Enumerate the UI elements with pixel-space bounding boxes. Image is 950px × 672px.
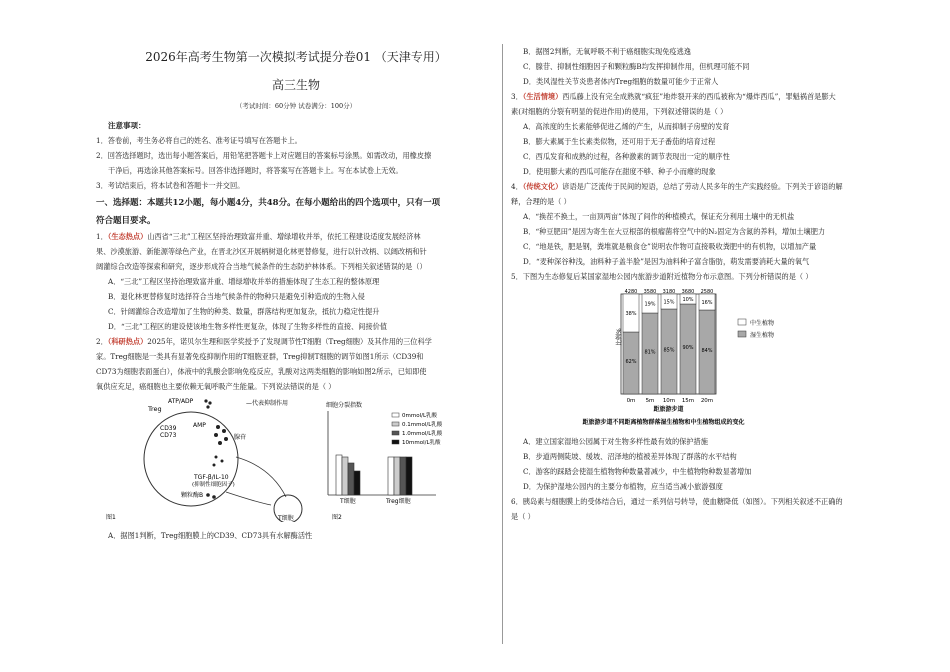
q2-tag: （科研热点）: [107, 337, 148, 346]
top-label-4: 2580: [700, 289, 714, 295]
fig2-cat-treg: Treg细胞: [386, 498, 411, 505]
note-2-cont: 干净后，再选涂其他答案标号。回答非选择题时，将答案写在答题卡上。写在本试卷上无效。: [108, 166, 403, 175]
q1-option-c: C．针阔灌综合改造增加了生物的种类、数量，群落结构更加复杂，抵抗力稳定性提升: [108, 307, 380, 316]
granzyme-label: 颗粒酶B: [181, 492, 204, 499]
xtick-0: 0m: [626, 398, 636, 404]
fig2-legend-3: 10mmol/L乳酸: [402, 440, 441, 446]
top-label-1: 3580: [643, 289, 657, 295]
q3-stem-2: 素(对细胞的分裂有明显的促进作用)的使用，下列叙述错误的是（ ）: [511, 107, 728, 116]
q1-option-a: A．“三北”工程区坚持治理致富并重、增绿增收并举的措施体现了生态工程的整体原理: [108, 277, 380, 286]
q5-option-d: D．为保护湿地公园内的主要分布植物，应当适当减小旅游强度: [523, 482, 723, 491]
label-meso-4: 16%: [701, 300, 713, 306]
section-heading: 一、选择题：本题共12小题，每小题4分，共48分。在每小题给出的四个选项中，只有一项: [96, 198, 441, 208]
q3-option-d: D．使用膨大素的西瓜可能存在甜度不够、种子小而瘪的现象: [523, 167, 716, 176]
right-column: [511, 44, 856, 524]
top-label-0: 4280: [624, 289, 638, 295]
xtick-1: 5m: [645, 398, 655, 404]
q3-option-c: C．西瓜发育和成熟的过程，各种激素的调节表现出一定的顺序性: [523, 152, 730, 161]
legend-swatch-0: [738, 319, 746, 325]
label-meso-1: 19%: [644, 301, 656, 308]
q6-stem-2: 是（ ）: [511, 512, 535, 521]
cd73-label: CD73: [160, 432, 177, 439]
top-label-2: 3180: [662, 289, 676, 295]
q1-option-b: B．退化林更替修复时选择符合当地气候条件的物种只是避免引种造成的生物入侵: [108, 292, 365, 301]
q6-stem-1: 6．胰岛素与细胞膜上的受体结合后，通过一系列信号转导，使血糖降低（如图）。下列相关叙述不正确的: [511, 497, 843, 506]
label-meso-2: 15%: [663, 299, 675, 306]
label-wet-0: 62%: [625, 359, 637, 365]
treg-label: Treg: [148, 405, 162, 413]
note-1: 1．答卷前，考生务必将自己的姓名、准考证号填写在答题卡上。: [96, 136, 302, 145]
q4-stem-1: [511, 179, 856, 194]
q2-stem-3: CD73为细胞表面蛋白），体液中的乳酸会影响免疫反应，乳酸对这两类细胞的影响如图2所示，已知即使: [96, 367, 427, 376]
fig1-caption: 图1: [106, 514, 116, 521]
q2-number: 2．: [96, 337, 108, 346]
xtick-4: 20m: [700, 398, 714, 404]
fig2-legend-0: 0mmol/L乳酸: [402, 413, 438, 419]
label-meso-3: 10%: [682, 297, 694, 303]
inhibitory-label: (抑制性细胞因子): [192, 482, 235, 488]
q2-option-d: D．类风湿性关节炎患者体内Treg细胞的数量可能少于正常人: [523, 77, 719, 86]
q2-stem-1: [96, 334, 496, 349]
q1-tag: （生态热点）: [107, 232, 148, 241]
atp-label: ATP/ADP: [168, 398, 194, 405]
q5-option-c: C．游客的踩踏会使湿生植物物种数量著减少，中生植物物种数显著增加: [523, 467, 752, 476]
q3-option-b: B．膨大素属于生长素类似物，还可用于无子番茄的培育过程: [523, 137, 716, 146]
q3-option-a: A．高浓度的生长素能够促进乙烯的产生，从而抑制子房壁的发育: [523, 122, 730, 131]
legend-label-1: 湿生植物: [750, 332, 775, 339]
xtick-3: 15m: [681, 398, 695, 404]
q1-stem-3: 阔灌综合改造等探索和研究，逐步形成符合当地气候条件的生态防护林体系。下列相关叙述错误的是（）: [96, 262, 427, 271]
inhibit-note: —代表抑制作用: [246, 400, 289, 407]
tgf-label: TGF-β/IL-10: [194, 474, 229, 481]
q3-number: 3．: [511, 92, 523, 101]
q3-stem-1: [511, 89, 856, 104]
q1-number: 1．: [96, 232, 108, 241]
label-wet-3: 90%: [682, 345, 694, 351]
q2-option-a: A．据图1判断，Treg细胞膜上的CD39、CD73具有水解酶活性: [108, 531, 313, 540]
q2-option-b: B．据图2判断，无氧呼吸不利于癌细胞实现免疫逃逸: [523, 47, 691, 56]
q2-option-c: C．腺苷、抑制性细胞因子和颗粒酶B均发挥抑制作用，但机理可能不同: [523, 62, 750, 71]
note-2: 2．回答选择题时，选出每小题答案后，用铅笔把答题卡上对应题目的答案标号涂黑。如需改动，用橡皮擦: [96, 151, 432, 160]
q5-chart: [511, 284, 856, 434]
fig2-ylabel: 细胞分裂指数: [326, 402, 363, 409]
fig2-cat-t: T细胞: [340, 498, 356, 505]
q2-stem-2: 家。Treg细胞是一类具有显著免疫抑制作用的T细胞亚群，Treg抑制T细胞的调节如图1所示（CD39和: [96, 352, 424, 361]
q5-stem: [511, 269, 856, 284]
chart-caption: 距旅游步道不同距离植物群落湿生植物和中生植物组成的变化: [582, 419, 745, 426]
amp-label: AMP: [193, 422, 206, 429]
tcell-label: T细胞: [278, 515, 294, 522]
q3-text: 西瓜藤上没有完全成熟就“疯狂”地炸裂开来的西瓜被称为“爆炸西瓜”，罪魁祸首是膨大: [562, 92, 836, 101]
exam-meta: （考试时间：60分钟 试卷满分：100分）: [235, 102, 357, 110]
q5-option-a: A．建立国家湿地公园属于对生物多样性最有效的保护措施: [523, 437, 708, 446]
xtick-2: 10m: [662, 398, 676, 404]
figure-1: [106, 398, 302, 522]
figure-2: [326, 401, 443, 521]
section-heading-cont: 符合题目要求。: [96, 216, 156, 226]
q4-tag: （传统文化）: [522, 182, 563, 191]
q4-number: 4．: [511, 182, 523, 191]
q2-text: 2025年，诺贝尔生理和医学奖授予了发现调节性T细胞（Treg细胞）及其作用的三位科学: [147, 337, 432, 346]
q5-text: 下图为生态修复后某国家湿地公园内旅游步道附近植物分布示意图。下列分析错误的是（ ）: [522, 272, 813, 281]
column-divider: [502, 44, 503, 644]
q4-option-c: C．“地是铁，肥是钢，粪堆就是粮食仓”说明农作物可直接吸收粪肥中的有机物，以增加产量: [523, 242, 817, 251]
legend-swatch-1: [738, 331, 746, 337]
q5-option-b: B．步道两侧陡坡、缓坡、沼泽地的植被差异体现了群落的水平结构: [523, 452, 737, 461]
q1-option-d: D．“三北”工程区的建设使该地生物多样性更复杂，体现了生物多样性的直接、间接价值: [108, 322, 388, 331]
note-3: 3．考试结束后，将本试卷和答题卡一并交回。: [96, 181, 245, 190]
q5-number: 5．: [511, 272, 523, 281]
cd39-label: CD39: [160, 425, 177, 432]
adenosine-label: 腺苷: [234, 434, 247, 441]
page-subtitle: 高三生物: [271, 78, 320, 92]
q4-stem-2: 释，合理的是（ ）: [511, 197, 571, 206]
notes-heading: 注意事项：: [108, 121, 146, 130]
page-title: 2026年高考生物第一次模拟考试提分卷01 （天津专用）: [145, 50, 447, 64]
q4-option-b: B．“种豆肥田”是因为寄生在大豆根部的根瘤菌将空气中的N₂固定为含氮的养料，增加土壤肥力: [523, 227, 826, 236]
q2-figures: [96, 397, 496, 522]
q4-text: 谚语是广泛流传于民间的短语，总结了劳动人民多年的生产实践经验。下列关于谚语的解: [562, 182, 843, 191]
q2-stem-4: 氧供应充足，癌细胞也主要依赖无氧呼吸产生能量。下列说法错误的是（ ）: [96, 382, 336, 391]
q1-stem-1: [96, 229, 496, 244]
label-wet-4: 84%: [701, 348, 713, 354]
label-meso-0: 38%: [625, 311, 637, 317]
fig2-legend-1: 0.1mmol/L乳酸: [402, 422, 443, 428]
label-wet-1: 81%: [644, 349, 656, 356]
q1-stem-2: 果、沙漠旅游、新能源等绿色产业，在晋北沙区开展柄树退化林更替修复，进行以针改柄、以阔改柄和针: [96, 247, 427, 256]
q1-text: 山西省“三北”工程区坚持治理致富并重、增绿增收并举，依托工程建设适度发展经济林: [147, 232, 421, 241]
q3-tag: （生活情境）: [522, 92, 563, 101]
q4-option-a: A．“换茬不换土，一亩顶两亩”体现了间作的种植模式，保证充分利用土壤中的无机盐: [523, 212, 795, 221]
top-label-3: 3680: [681, 289, 695, 295]
fig2-legend-2: 1.0mmol/L乳酸: [402, 431, 443, 437]
label-wet-2: 85%: [663, 347, 675, 354]
q4-option-d: D．“麦种深谷种浅，油料种子盖半脸”是因为油料种子富含脂肪，萌发需要消耗大量的氧气: [523, 257, 810, 266]
chart-xlabel: 距旅游步道: [653, 406, 684, 413]
chart-ylabel: 比例%: [616, 328, 623, 346]
left-column: [96, 44, 496, 543]
legend-label-0: 中生植物: [750, 320, 775, 327]
fig2-caption: 图2: [332, 514, 342, 521]
